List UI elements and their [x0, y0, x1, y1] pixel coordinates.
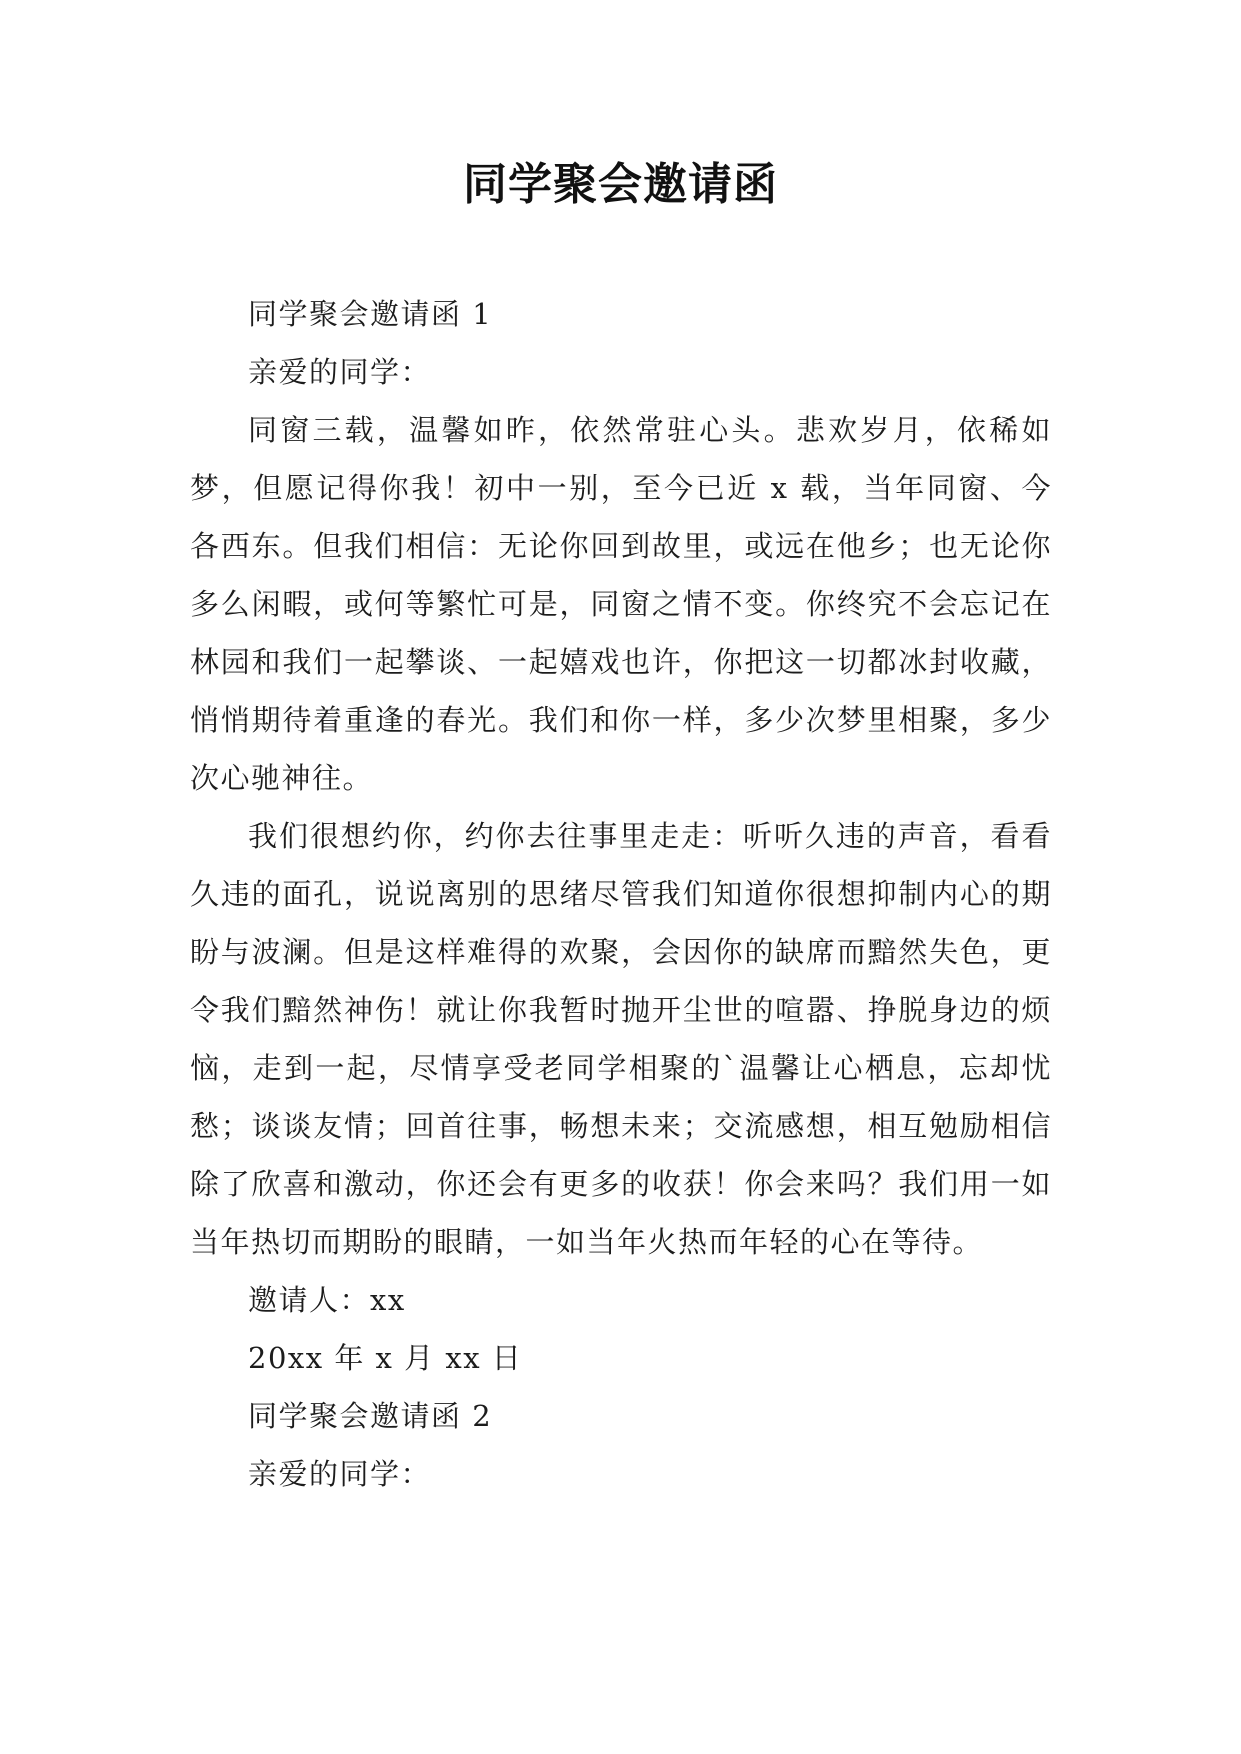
document-title: 同学聚会邀请函 [463, 159, 778, 210]
inviter-line: 邀请人：xx [248, 1283, 406, 1317]
salutation-1: 亲爱的同学： [248, 355, 432, 389]
date-line: 20xx 年 x 月 xx 日 [248, 1341, 523, 1375]
document-body [190, 285, 1052, 1503]
body-paragraph-1: 同窗三载，温馨如昨，依然常驻心头。悲欢岁月，依稀如梦，但愿记得你我！初中一别，至今已近 x 载，当年同窗、今各西东。但我们相信：无论你回到故里，或远在他乡；也无论你多么闲暇，或何等繁忙可是，同窗之情不变。你终究不会忘记在林园和我们一起攀谈、一起嬉戏也许，你把这一切都冰封收藏，悄悄期待着重逢的春光。我们和你一样，多少次梦里相聚，多少次心驰神往。 [190, 413, 1052, 795]
section-heading-1: 同学聚会邀请函 1 [248, 297, 493, 331]
body-paragraph-2: 我们很想约你，约你去往事里走走：听听久违的声音，看看久违的面孔，说说离别的思绪尽管我们知道你很想抑制内心的期盼与波澜。但是这样难得的欢聚，会因你的缺席而黯然失色，更令我们黯然神伤！就让你我暂时抛开尘世的喧嚣、挣脱身边的烦恼，走到一起，尽情享受老同学相聚的`温馨让心栖息，忘却忧愁；谈谈友情；回首往事，畅想未来；交流感想，相互勉励相信除了欣喜和激动，你还会有更多的收获！你会来吗？我们用一如当年热切而期盼的眼睛，一如当年火热而年轻的心在等待。 [190, 819, 1052, 1259]
section-heading-2: 同学聚会邀请函 2 [248, 1399, 493, 1433]
salutation-2: 亲爱的同学： [248, 1457, 432, 1491]
